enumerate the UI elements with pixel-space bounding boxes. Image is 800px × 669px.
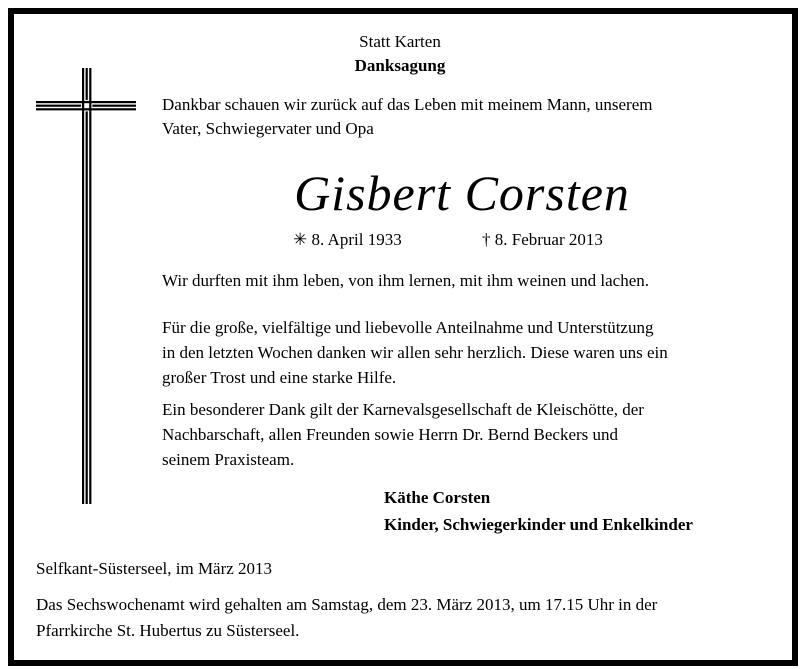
thanks-p2-line-3: seinem Praxisteam. — [162, 450, 295, 469]
intro-line-2: Vater, Schwiegervater und Opa — [162, 119, 374, 138]
birth-date-line — [293, 228, 402, 252]
place-date: Selfkant-Süsterseel, im März 2013 — [36, 559, 273, 578]
signature-name: Käthe Corsten — [384, 488, 491, 507]
cross-icon — [36, 68, 136, 504]
header-statt-karten: Statt Karten — [359, 32, 441, 51]
footer-line-2: Pfarrkirche St. Hubertus zu Süsterseel. — [36, 621, 300, 640]
footer-line-1: Das Sechswochenamt wird gehalten am Samstag, dem 23. März 2013, um 17.15 Uhr in der — [36, 595, 658, 614]
thanks-p1-line-1: Für die große, vielfältige und liebevolle Anteilnahme und Unterstützung — [162, 318, 654, 337]
birth-date: 8. April 1933 — [311, 230, 402, 249]
death-date-line — [482, 228, 603, 252]
birth-star-icon: ✳ — [293, 230, 308, 249]
quote: Wir durften mit ihm leben, von ihm lernen, mit ihm weinen und lachen. — [162, 271, 650, 290]
thanks-p2-line-2: Nachbarschaft, allen Freunden sowie Herrn Dr. Bernd Beckers und — [162, 425, 619, 444]
death-date: 8. Februar 2013 — [494, 230, 603, 249]
thanks-p2-line-1: Ein besonderer Dank gilt der Karnevalsgesellschaft de Kleischötte, der — [162, 400, 644, 419]
thanks-p1-line-2: in den letzten Wochen danken wir allen sehr herzlich. Diese waren uns ein — [162, 343, 668, 362]
deceased-name: Gisbert Corsten — [294, 165, 630, 221]
death-cross-icon: † — [482, 230, 491, 249]
thanks-p1-line-3: großer Trost und eine starke Hilfe. — [162, 368, 397, 387]
intro-line-1: Dankbar schauen wir zurück auf das Leben mit meinem Mann, unserem — [162, 95, 653, 114]
signature-family: Kinder, Schwiegerkinder und Enkelkinder — [384, 515, 693, 534]
header-danksagung: Danksagung — [354, 56, 446, 75]
